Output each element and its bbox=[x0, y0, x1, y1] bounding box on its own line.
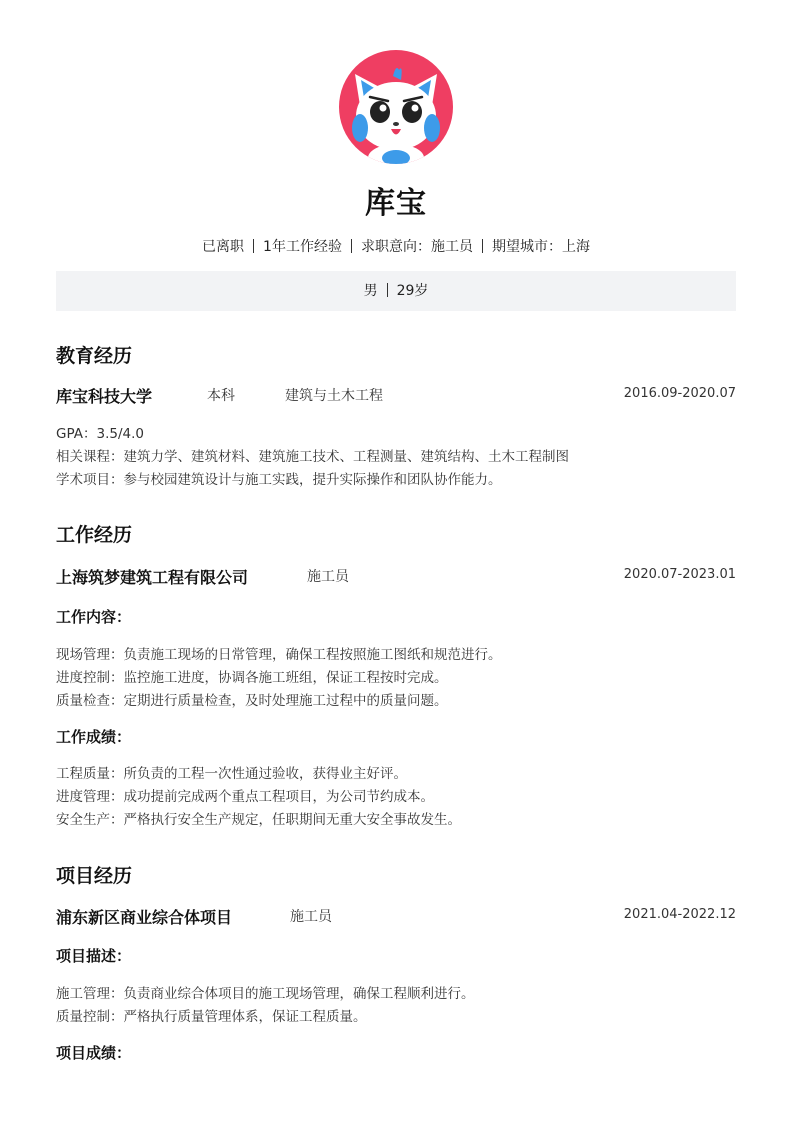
project-desc-title: 项目描述： bbox=[56, 947, 132, 965]
project-name: 浦东新区商业综合体项目 bbox=[56, 908, 233, 927]
header-meta bbox=[0, 236, 792, 256]
work-achievement-line: 进度管理：成功提前完成两个重点工程项目，为公司节约成本。 bbox=[56, 789, 434, 805]
avatar bbox=[339, 50, 453, 164]
divider bbox=[253, 239, 254, 253]
divider bbox=[387, 283, 388, 297]
work-content-line: 现场管理：负责施工现场的日常管理，确保工程按照施工图纸和规范进行。 bbox=[56, 647, 502, 663]
cat-mascot-icon bbox=[339, 50, 453, 164]
project-desc-line: 施工管理：负责商业综合体项目的施工现场管理，确保工程顺利进行。 bbox=[56, 986, 475, 1002]
personal-info-bar bbox=[56, 271, 736, 311]
experience-years: 1年工作经验 bbox=[263, 239, 342, 255]
work-content-title: 工作内容： bbox=[56, 608, 132, 626]
education-period: 2016.09-2020.07 bbox=[623, 386, 736, 401]
project-role: 施工员 bbox=[290, 909, 332, 925]
degree: 本科 bbox=[207, 388, 235, 404]
school-name: 库宝科技大学 bbox=[56, 387, 153, 406]
project-period: 2021.04-2022.12 bbox=[623, 907, 736, 922]
job-status: 已离职 bbox=[202, 239, 245, 255]
divider bbox=[351, 239, 352, 253]
work-period: 2020.07-2023.01 bbox=[623, 567, 736, 582]
gender: 男 bbox=[363, 283, 378, 299]
job-intent: 求职意向：施工员 bbox=[360, 239, 473, 255]
age: 29岁 bbox=[396, 283, 429, 299]
divider bbox=[482, 239, 483, 253]
work-role: 施工员 bbox=[307, 569, 349, 585]
education-section-title: 教育经历 bbox=[56, 345, 133, 367]
project-achievement-title: 项目成绩： bbox=[56, 1044, 132, 1062]
education-line: 学术项目：参与校园建筑设计与施工实践，提升实际操作和团队协作能力。 bbox=[56, 472, 502, 488]
education-line: 相关课程：建筑力学、建筑材料、建筑施工技术、工程测量、建筑结构、土木工程制图 bbox=[56, 449, 569, 465]
candidate-name: 库宝 bbox=[365, 186, 427, 221]
work-content-line: 质量检查：定期进行质量检查，及时处理施工过程中的质量问题。 bbox=[56, 693, 448, 709]
project-section-title: 项目经历 bbox=[56, 865, 133, 887]
expected-city: 期望城市：上海 bbox=[491, 239, 590, 255]
education-line: GPA：3.5/4.0 bbox=[56, 426, 144, 442]
project-desc-line: 质量控制：严格执行质量管理体系，保证工程质量。 bbox=[56, 1009, 367, 1025]
work-content-line: 进度控制：监控施工进度，协调各施工班组，保证工程按时完成。 bbox=[56, 670, 448, 686]
work-achievement-line: 安全生产：严格执行安全生产规定，任职期间无重大安全事故发生。 bbox=[56, 812, 461, 828]
company-name: 上海筑梦建筑工程有限公司 bbox=[56, 568, 249, 587]
work-section-title: 工作经历 bbox=[56, 524, 133, 546]
work-achievement-title: 工作成绩： bbox=[56, 728, 132, 746]
work-achievement-line: 工程质量：所负责的工程一次性通过验收，获得业主好评。 bbox=[56, 766, 407, 782]
major: 建筑与土木工程 bbox=[285, 388, 383, 404]
